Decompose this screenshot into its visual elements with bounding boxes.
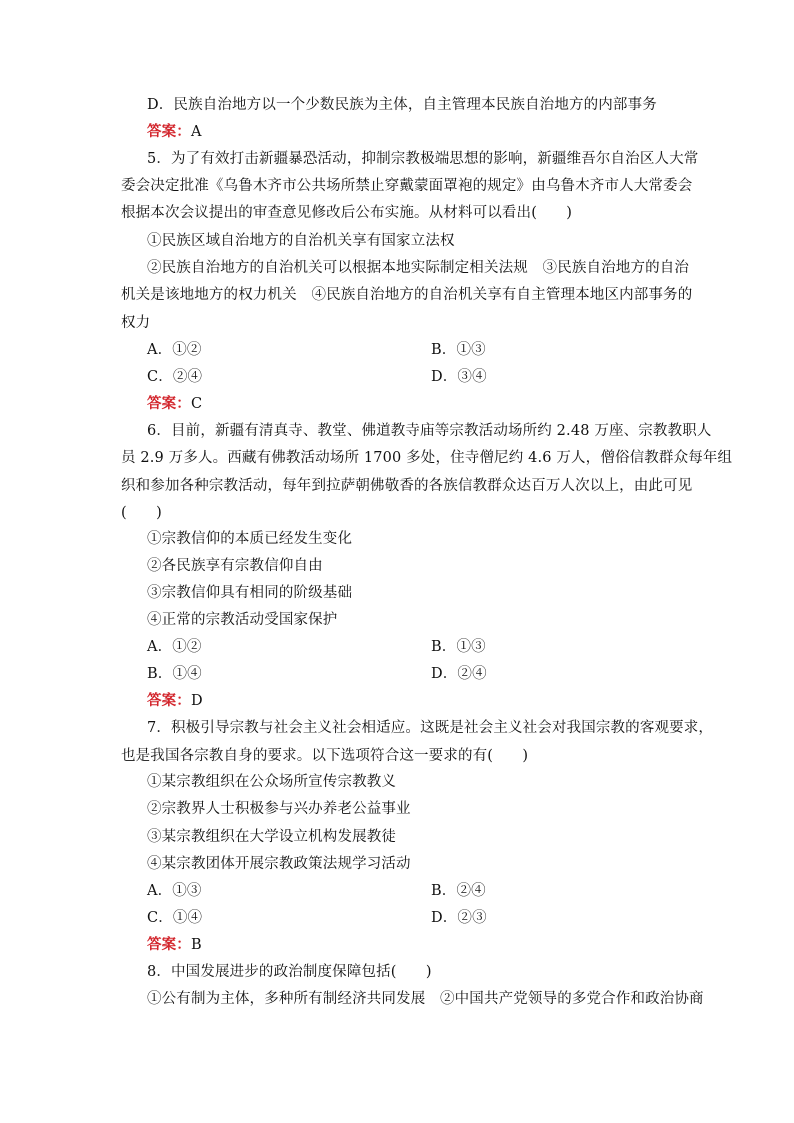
q6-option-a: A．①② bbox=[147, 639, 202, 655]
answer-value: D bbox=[190, 693, 203, 709]
q6-answer-line bbox=[147, 691, 203, 711]
q5-statement-2-line-2: 机关是该地地方的权力机关 ④民族自治地方的自治机关享有自主管理本地区内部事务的 bbox=[121, 287, 693, 303]
q7-option-a: A．①③ bbox=[147, 883, 202, 899]
q6-stem-line-2: 员 2.9 万多人。西藏有佛教活动场所 1700 多处，住寺僧尼约 4.6 万人，僧俗信教群众每年组 bbox=[121, 450, 733, 466]
q8-stem-line-1: 8．中国发展进步的政治制度保障包括( ) bbox=[147, 964, 432, 980]
q6-stem-line-1: 6．目前，新疆有清真寺、教堂、佛道教寺庙等宗教活动场所约 2.48 万座、宗教教职人 bbox=[147, 423, 712, 439]
q6-statement-1: ①宗教信仰的本质已经发生变化 bbox=[147, 531, 353, 547]
q7-option-b: B．②④ bbox=[431, 883, 486, 899]
q6-statement-4: ④正常的宗教活动受国家保护 bbox=[147, 612, 338, 628]
q7-stem-line-1: 7．积极引导宗教与社会主义社会相适应。这既是社会主义社会对我国宗教的客观要求， bbox=[147, 720, 714, 736]
answer-line bbox=[147, 122, 202, 142]
q6-stem-line-3: 织和参加各种宗教活动，每年到拉萨朝佛敬香的各族信教群众达百万人次以上，由此可见 bbox=[121, 478, 693, 494]
q5-option-b: B．①③ bbox=[431, 342, 486, 358]
q6-statement-3: ③宗教信仰具有相同的阶级基础 bbox=[147, 585, 353, 601]
q5-option-a: A．①② bbox=[147, 342, 202, 358]
answer-label: 答案： bbox=[147, 692, 191, 709]
answer-value: B bbox=[190, 937, 202, 953]
q7-answer-line bbox=[147, 935, 202, 955]
answer-value: A bbox=[190, 124, 202, 140]
q7-statement-2: ②宗教界人士积极参与兴办养老公益事业 bbox=[147, 801, 411, 817]
answer-label: 答案： bbox=[147, 123, 191, 140]
q5-statement-1: ①民族区域自治地方的自治机关享有国家立法权 bbox=[147, 233, 455, 249]
q7-statement-4: ④某宗教团体开展宗教政策法规学习活动 bbox=[147, 856, 411, 872]
option-d-text: D．民族自治地方以一个少数民族为主体，自主管理本民族自治地方的内部事务 bbox=[147, 97, 657, 113]
q5-option-d: D．③④ bbox=[431, 369, 487, 385]
q7-statement-1: ①某宗教组织在公众场所宣传宗教教义 bbox=[147, 774, 397, 790]
q6-option-d: D．②④ bbox=[431, 666, 487, 682]
answer-label: 答案： bbox=[147, 936, 191, 953]
q7-option-c: C．①④ bbox=[147, 910, 203, 926]
q6-option-b-first: B．①③ bbox=[431, 639, 486, 655]
answer-label: 答案： bbox=[147, 395, 191, 412]
q5-answer-line bbox=[147, 394, 202, 414]
q5-stem-line-2: 委会决定批准《乌鲁木齐市公共场所禁止穿戴蒙面罩袍的规定》由乌鲁木齐市人大常委会 bbox=[121, 178, 693, 194]
q6-option-b-second: B．①④ bbox=[147, 666, 202, 682]
q7-stem-line-2: 也是我国各宗教自身的要求。以下选项符合这一要求的有( ) bbox=[121, 748, 529, 764]
q6-statement-2: ②各民族享有宗教信仰自由 bbox=[147, 558, 323, 574]
q5-stem-line-3: 根据本次会议提出的审查意见修改后公布实施。从材料可以看出( ) bbox=[121, 205, 573, 221]
q7-statement-3: ③某宗教组织在大学设立机构发展教徒 bbox=[147, 829, 397, 845]
q7-option-d: D．②③ bbox=[431, 910, 487, 926]
q5-stem-line-1: 5．为了有效打击新疆暴恐活动，抑制宗教极端思想的影响，新疆维吾尔自治区人大常 bbox=[147, 151, 699, 167]
q6-stem-line-4: ( ) bbox=[121, 505, 162, 521]
q5-statement-2-line-3: 权力 bbox=[121, 315, 151, 331]
q5-statement-2-line-1: ②民族自治地方的自治机关可以根据本地实际制定相关法规 ③民族自治地方的自治 bbox=[147, 260, 690, 276]
answer-value: C bbox=[190, 396, 203, 412]
q5-option-c: C．②④ bbox=[147, 369, 203, 385]
q8-statement-line-1: ①公有制为主体，多种所有制经济共同发展 ②中国共产党领导的多党合作和政治协商 bbox=[147, 991, 704, 1007]
